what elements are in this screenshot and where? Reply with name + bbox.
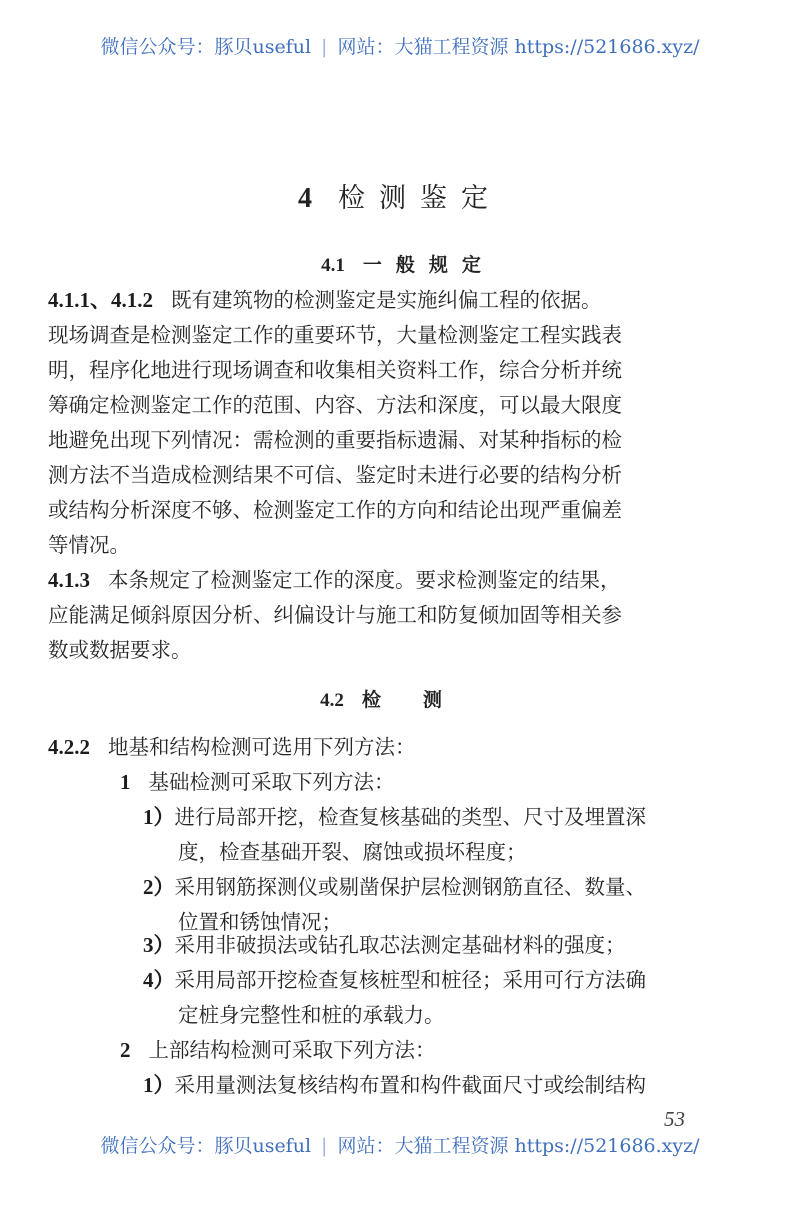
subitem-1-2-line-2: 位置和锈蚀情况； bbox=[178, 910, 342, 934]
watermark-left-text: 微信公众号：豚贝useful bbox=[100, 1135, 312, 1157]
item-1 bbox=[120, 770, 395, 794]
clause-4-1-3-line-2: 应能满足倾斜原因分析、纠偏设计与施工和防复倾加固等相关参 bbox=[48, 603, 622, 627]
item-number: 1 bbox=[120, 770, 131, 794]
section-number: 4.1 bbox=[321, 255, 345, 276]
watermark-right-text: 网站：大猫工程资源 https://521686.xyz/ bbox=[337, 36, 700, 58]
watermark-separator: | bbox=[321, 1135, 328, 1157]
subitem-1-1-line-2: 度，检查基础开裂、腐蚀或损坏程度； bbox=[178, 840, 527, 864]
subitem-1-2-line-1 bbox=[143, 875, 646, 899]
watermark-top bbox=[0, 32, 800, 59]
section-title-4-1 bbox=[8, 250, 800, 277]
item-number: 2 bbox=[120, 1038, 131, 1062]
clause-text: 既有建筑物的检测鉴定是实施纠偏工程的依据。 bbox=[171, 288, 602, 312]
clause-text: 地基和结构检测可选用下列方法： bbox=[108, 735, 416, 759]
item-2 bbox=[120, 1038, 436, 1062]
page-number: 53 bbox=[664, 1107, 685, 1131]
chapter-title-text: 检测鉴定 bbox=[338, 183, 502, 214]
subitem-1-4-line-1 bbox=[143, 968, 646, 992]
clause-4-1-3-line-1 bbox=[48, 568, 621, 592]
clause-4-1-1-line-2: 现场调查是检测鉴定工作的重要环节，大量检测鉴定工程实践表 bbox=[48, 323, 622, 347]
clause-4-1-1-line-1 bbox=[48, 288, 602, 312]
watermark-bottom bbox=[0, 1131, 800, 1158]
subitem-1-3-line-1 bbox=[143, 933, 626, 957]
clause-number: 4.1.1、4.1.2 bbox=[48, 288, 153, 312]
clause-number: 4.2.2 bbox=[48, 735, 90, 759]
subitem-2-1-line-1 bbox=[143, 1073, 646, 1097]
clause-text: 本条规定了检测鉴定工作的深度。要求检测鉴定的结果， bbox=[108, 568, 621, 592]
subitem-number: 2） bbox=[143, 875, 175, 899]
subitem-number: 3） bbox=[143, 933, 175, 957]
watermark-right-text: 网站：大猫工程资源 https://521686.xyz/ bbox=[337, 1135, 700, 1157]
clause-4-1-1-line-4: 筹确定检测鉴定工作的范围、内容、方法和深度，可以最大限度 bbox=[48, 393, 622, 417]
clause-4-2-2-line-1 bbox=[48, 735, 416, 759]
section-number: 4.2 bbox=[320, 690, 344, 711]
clause-4-1-1-line-8: 等情况。 bbox=[48, 533, 130, 557]
subitem-text: 采用非破损法或钻孔取芯法测定基础材料的强度； bbox=[174, 933, 626, 957]
subitem-number: 1） bbox=[143, 1073, 175, 1097]
subitem-1-1-line-1 bbox=[143, 805, 646, 829]
clause-4-1-3-line-3: 数或数据要求。 bbox=[48, 638, 192, 662]
subitem-text: 进行局部开挖，检查复核基础的类型、尺寸及埋置深 bbox=[174, 805, 646, 829]
section-title-text: 一般规定 bbox=[362, 254, 495, 276]
chapter-number: 4 bbox=[298, 183, 312, 214]
subitem-text: 采用局部开挖检查复核桩型和桩径；采用可行方法确 bbox=[174, 968, 646, 992]
item-text: 上部结构检测可采取下列方法： bbox=[148, 1038, 436, 1062]
subitem-number: 4） bbox=[143, 968, 175, 992]
subitem-text: 采用钢筋探测仪或剔凿保护层检测钢筋直径、数量、 bbox=[174, 875, 646, 899]
chapter-title bbox=[0, 176, 800, 215]
clause-4-1-1-line-3: 明，程序化地进行现场调查和收集相关资料工作，综合分析并统 bbox=[48, 358, 622, 382]
subitem-text: 采用量测法复核结构布置和构件截面尺寸或绘制结构 bbox=[174, 1073, 646, 1097]
watermark-separator: | bbox=[321, 36, 328, 58]
section-title-4-2 bbox=[2, 685, 800, 712]
section-title-text: 检测 bbox=[361, 689, 484, 711]
clause-4-1-1-line-5: 地避免出现下列情况：需检测的重要指标遗漏、对某种指标的检 bbox=[48, 428, 622, 452]
clause-number: 4.1.3 bbox=[48, 568, 90, 592]
watermark-left-text: 微信公众号：豚贝useful bbox=[100, 36, 312, 58]
subitem-number: 1） bbox=[143, 805, 175, 829]
item-text: 基础检测可采取下列方法： bbox=[148, 770, 395, 794]
clause-4-1-1-line-6: 测方法不当造成检测结果不可信、鉴定时未进行必要的结构分析 bbox=[48, 463, 622, 487]
clause-4-1-1-line-7: 或结构分析深度不够、检测鉴定工作的方向和结论出现严重偏差 bbox=[48, 498, 622, 522]
subitem-1-4-line-2: 定桩身完整性和桩的承载力。 bbox=[178, 1003, 445, 1027]
